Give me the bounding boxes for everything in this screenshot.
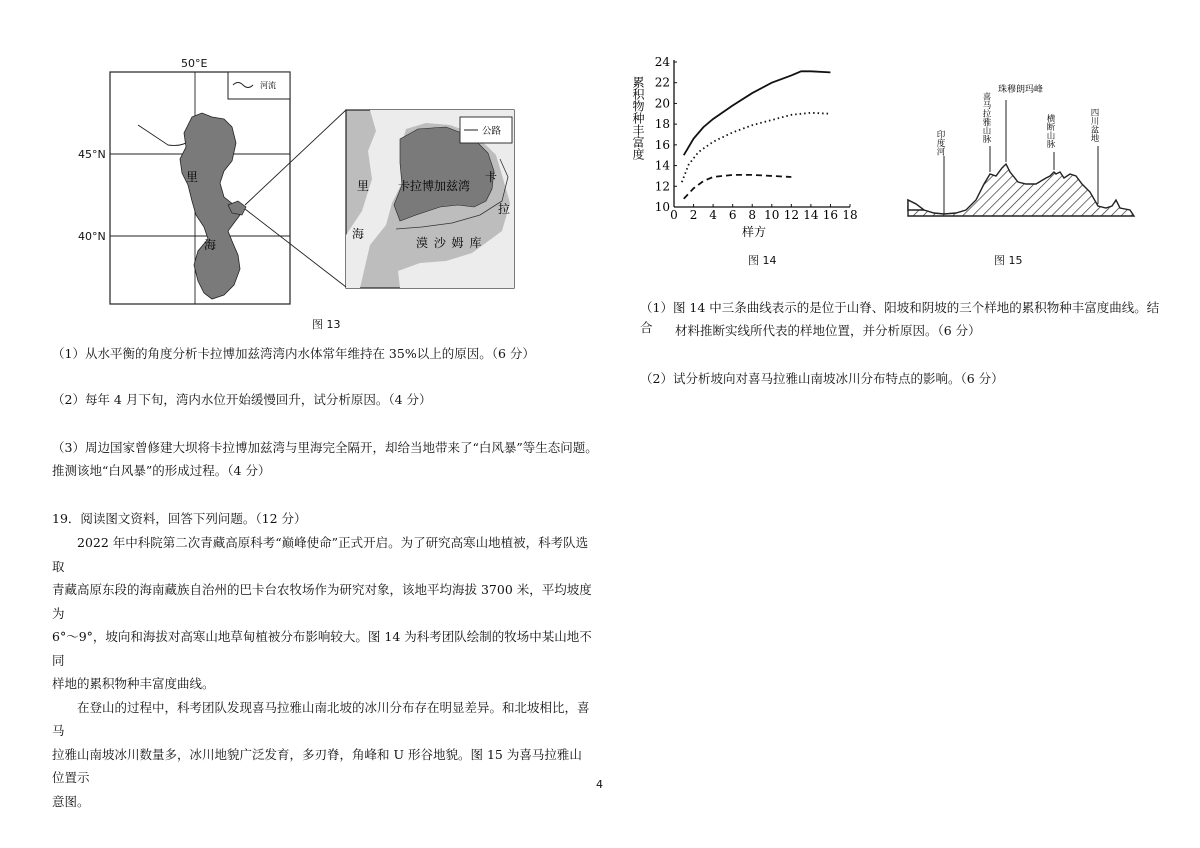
x-tick-label: 4 <box>709 208 717 222</box>
series-line-dotted <box>682 113 831 182</box>
question-2: （2）每年 4 月下旬，湾内水位开始缓慢回升，试分析原因。（4 分） <box>52 392 432 407</box>
right-question-1-line-2: 材料推断实线所代表的样地位置，并分析原因。（6 分） <box>675 323 981 338</box>
inset-label-bay: 卡拉博加兹湾 <box>398 179 471 193</box>
river-legend-label: 河流 <box>260 81 276 90</box>
figure-15-caption: 图 15 <box>994 254 1023 267</box>
road-legend-label: 公路 <box>482 126 502 137</box>
material-line: 在登山的过程中，科考团队发现喜马拉雅山南北坡的冰川分布存在明显差异。和北坡相比，喜马 <box>52 699 590 738</box>
question-1: （1）从水平衡的角度分析卡拉博加兹湾湾内水体常年维持在 35%以上的原因。（6 分） <box>52 346 535 361</box>
x-tick-label: 8 <box>748 208 757 222</box>
y-tick-label: 12 <box>654 179 670 194</box>
lon-label: 50°E <box>181 57 208 70</box>
series-line-dashed <box>684 175 792 199</box>
figure-14-caption: 图 14 <box>748 254 777 267</box>
label-indus: 印度河 <box>935 130 945 156</box>
y-tick-label: 16 <box>654 137 670 152</box>
material-line: 拉雅山南坡冰川数量多，冰川地貌广泛发育，多刃脊，角峰和 U 形谷地貌。图 15 为喜马拉雅山位置示 <box>52 746 582 785</box>
right-question-1-line-1: （1）图 14 中三条曲线表示的是位于山脊、阳坡和阴坡的三个样地的累积物种丰富度曲线。结合 <box>640 300 1160 335</box>
y-tick-label: 22 <box>654 75 670 90</box>
x-tick-label: 0 <box>670 208 678 222</box>
question-19-title: 19．阅读图文资料，回答下列问题。（12 分） <box>52 511 307 526</box>
inset-label-la: 拉 <box>498 202 511 216</box>
label-everest: 珠穆朗玛峰 <box>998 85 1044 95</box>
map-char-hai: 海 <box>204 238 217 252</box>
inset-label-desert: 漠 沙 姆 库 <box>416 236 483 250</box>
material-line: 样地的累积物种丰富度曲线。 <box>52 676 215 691</box>
page-number: 4 <box>596 778 603 791</box>
question-3-line-1: （3）周边国家曾修建大坝将卡拉博加兹湾与里海完全隔开，却给当地带来了“白风暴”等生态问题。 <box>52 440 598 455</box>
material-line: 6°～9°，坡向和海拔对高寒山地草甸植被分布影响较大。图 14 为科考团队绘制的牧场中某山地不同 <box>52 629 592 668</box>
x-tick-label: 18 <box>842 208 858 222</box>
y-axis-label: 累积物种丰富度 <box>631 76 645 160</box>
material-line: 意图。 <box>52 793 90 809</box>
y-tick-label: 20 <box>654 96 670 111</box>
map-char-li: 里 <box>186 170 199 184</box>
label-sichuan: 四川盆地 <box>1089 108 1099 142</box>
material-line: 青藏高原东段的海南藏族自治州的巴卡台农牧场作为研究对象，该地平均海拔 3700 米，平均坡度为 <box>52 582 592 621</box>
figure-13-map <box>100 55 520 315</box>
figure-13-caption: 图 13 <box>312 318 341 331</box>
x-tick-label: 12 <box>783 208 799 222</box>
y-tick-label: 14 <box>654 158 670 173</box>
x-axis-label: 样方 <box>742 225 767 239</box>
inset-label-li: 里 <box>357 179 370 193</box>
series-line-solid <box>684 71 831 155</box>
x-tick-label: 16 <box>822 208 839 222</box>
figure-15-profile <box>900 80 1140 230</box>
question-19-material <box>52 531 592 813</box>
y-tick-label: 18 <box>654 117 670 132</box>
x-tick-label: 6 <box>728 208 737 222</box>
x-tick-label: 14 <box>803 208 819 222</box>
x-tick-label: 2 <box>689 208 698 222</box>
x-tick-label: 10 <box>764 208 780 222</box>
inset-label-hai: 海 <box>352 227 365 241</box>
y-tick-label: 10 <box>654 200 670 214</box>
inset-label-ka: 卡 <box>485 170 498 184</box>
terrain-profile <box>908 164 1134 216</box>
y-tick-label: 24 <box>654 55 670 69</box>
label-hengduan: 横断山脉 <box>1045 114 1055 148</box>
question-3-line-2: 推测该地“白风暴”的形成过程。（4 分） <box>52 463 271 478</box>
label-himalaya: 喜马拉雅山脉 <box>981 92 991 143</box>
material-line: 2022 年中科院第二次青藏高原科考“巅峰使命”正式开启。为了研究高寒山地植被，科考队选取 <box>52 535 589 574</box>
figure-14-chart <box>626 50 866 245</box>
figure-13-inset <box>346 110 514 288</box>
right-question-2: （2）试分析坡向对喜马拉雅山南坡冰川分布特点的影响。（6 分） <box>640 371 1004 386</box>
lat-label-45: 45°N <box>78 148 106 161</box>
lat-label-40: 40°N <box>78 230 106 243</box>
